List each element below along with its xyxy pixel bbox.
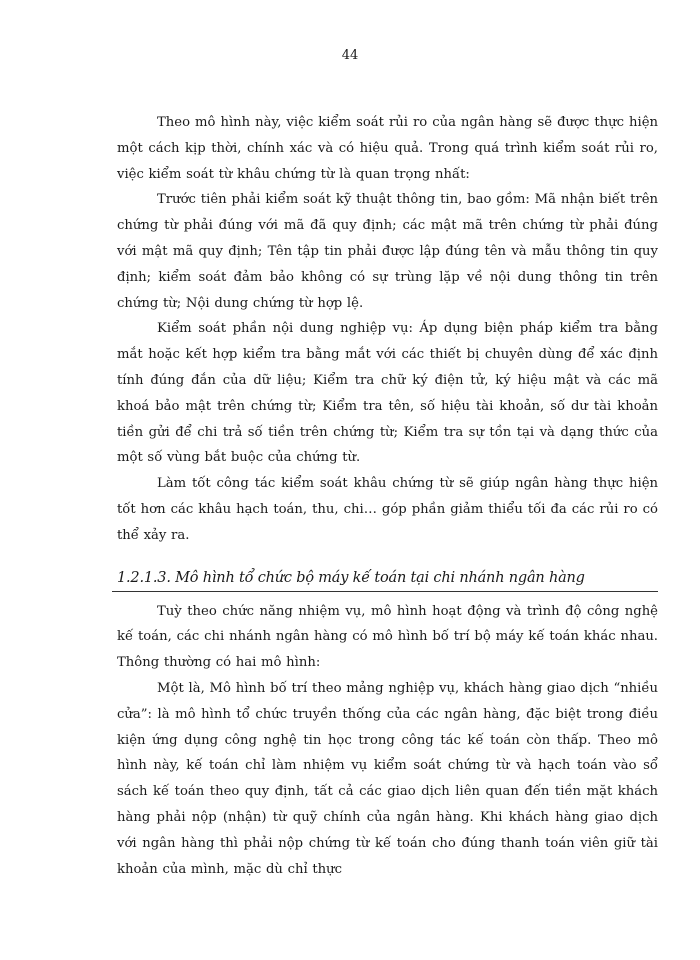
paragraph-content-control: Kiểm soát phần nội dung nghiệp vụ: Áp dụng biện pháp kiểm tra bằng mắt hoặc kết hợp kiểm tra bằng mắt với các thiết bị chuyên dùng để xác định tính đúng đắn của dữ liệu; Kiểm tra chữ ký điện tử, ký hiệu mật và các mã khoá bảo mật trên chứng từ; Kiểm tra tên, số hiệu tài khoản, số dư tài khoản tiền gửi để chi trả số tiền trên chứng từ; Kiểm tra sự tồn tại và dạng thức của một số vùng bắt buộc của chứng từ. [117, 321, 658, 466]
document-body [117, 110, 658, 882]
paragraph-control-benefit: Làm tốt công tác kiểm soát khâu chứng từ sẽ giúp ngân hàng thực hiện tốt hơn các khâu hạch toán, thu, chi… góp phần giảm thiểu tối đa các rủi ro có thể xảy ra. [117, 476, 658, 543]
paragraph-risk-control-intro: Theo mô hình này, việc kiểm soát rủi ro của ngân hàng sẽ được thực hiện một cách kịp thời, chính xác và có hiệu quả. Trong quá trình kiểm soát rủi ro, việc kiểm soát từ khâu chứng từ là quan trọng nhất: [117, 115, 658, 182]
section-heading: 1.2.1.3. Mô hình tổ chức bộ máy kế toán tại chi nhánh ngân hàng [117, 569, 585, 586]
paragraph-model-one: Một là, Mô hình bố trí theo mảng nghiệp vụ, khách hàng giao dịch “nhiều cửa”: là mô hình tổ chức truyền thống của các ngân hàng, đặc biệt trong điều kiện ứng dụng công nghệ tin học trong công tác kế toán còn thấp. Theo mô hình này, kế toán chỉ làm nhiệm vụ kiểm soát chứng từ và hạch toán vào sổ sách kế toán theo quy định, tất cả các giao dịch liên quan đến tiền mặt khách hàng phải nộp (nhận) từ quỹ chính của ngân hàng. Khi khách hàng giao dịch với ngân hàng thì phải nộp chứng từ kế toán cho đúng thanh toán viên giữ tài khoản của mình, mặc dù chỉ thực [117, 680, 658, 877]
heading-underline-rule [112, 591, 658, 592]
paragraph-technical-control: Trước tiên phải kiểm soát kỹ thuật thông tin, bao gồm: Mã nhận biết trên chứng từ phải đúng với mã đã quy định; các mật mã trên chứng từ phải đúng với mật mã quy định; Tên tập tin phải được lập đúng tên và mẫu thông tin quy định; kiểm soát đảm bảo không có sự trùng lặp về nội dung thông tin trên chứng từ; Nội dung chứng từ hợp lệ. [117, 192, 658, 311]
paragraph-accounting-models-intro: Tuỳ theo chức năng nhiệm vụ, mô hình hoạt động và trình độ công nghệ kế toán, các chi nhánh ngân hàng có mô hình bố trí bộ máy kế toán khác nhau. Thông thường có hai mô hình: [117, 603, 658, 671]
page-number: 44 [341, 48, 359, 63]
